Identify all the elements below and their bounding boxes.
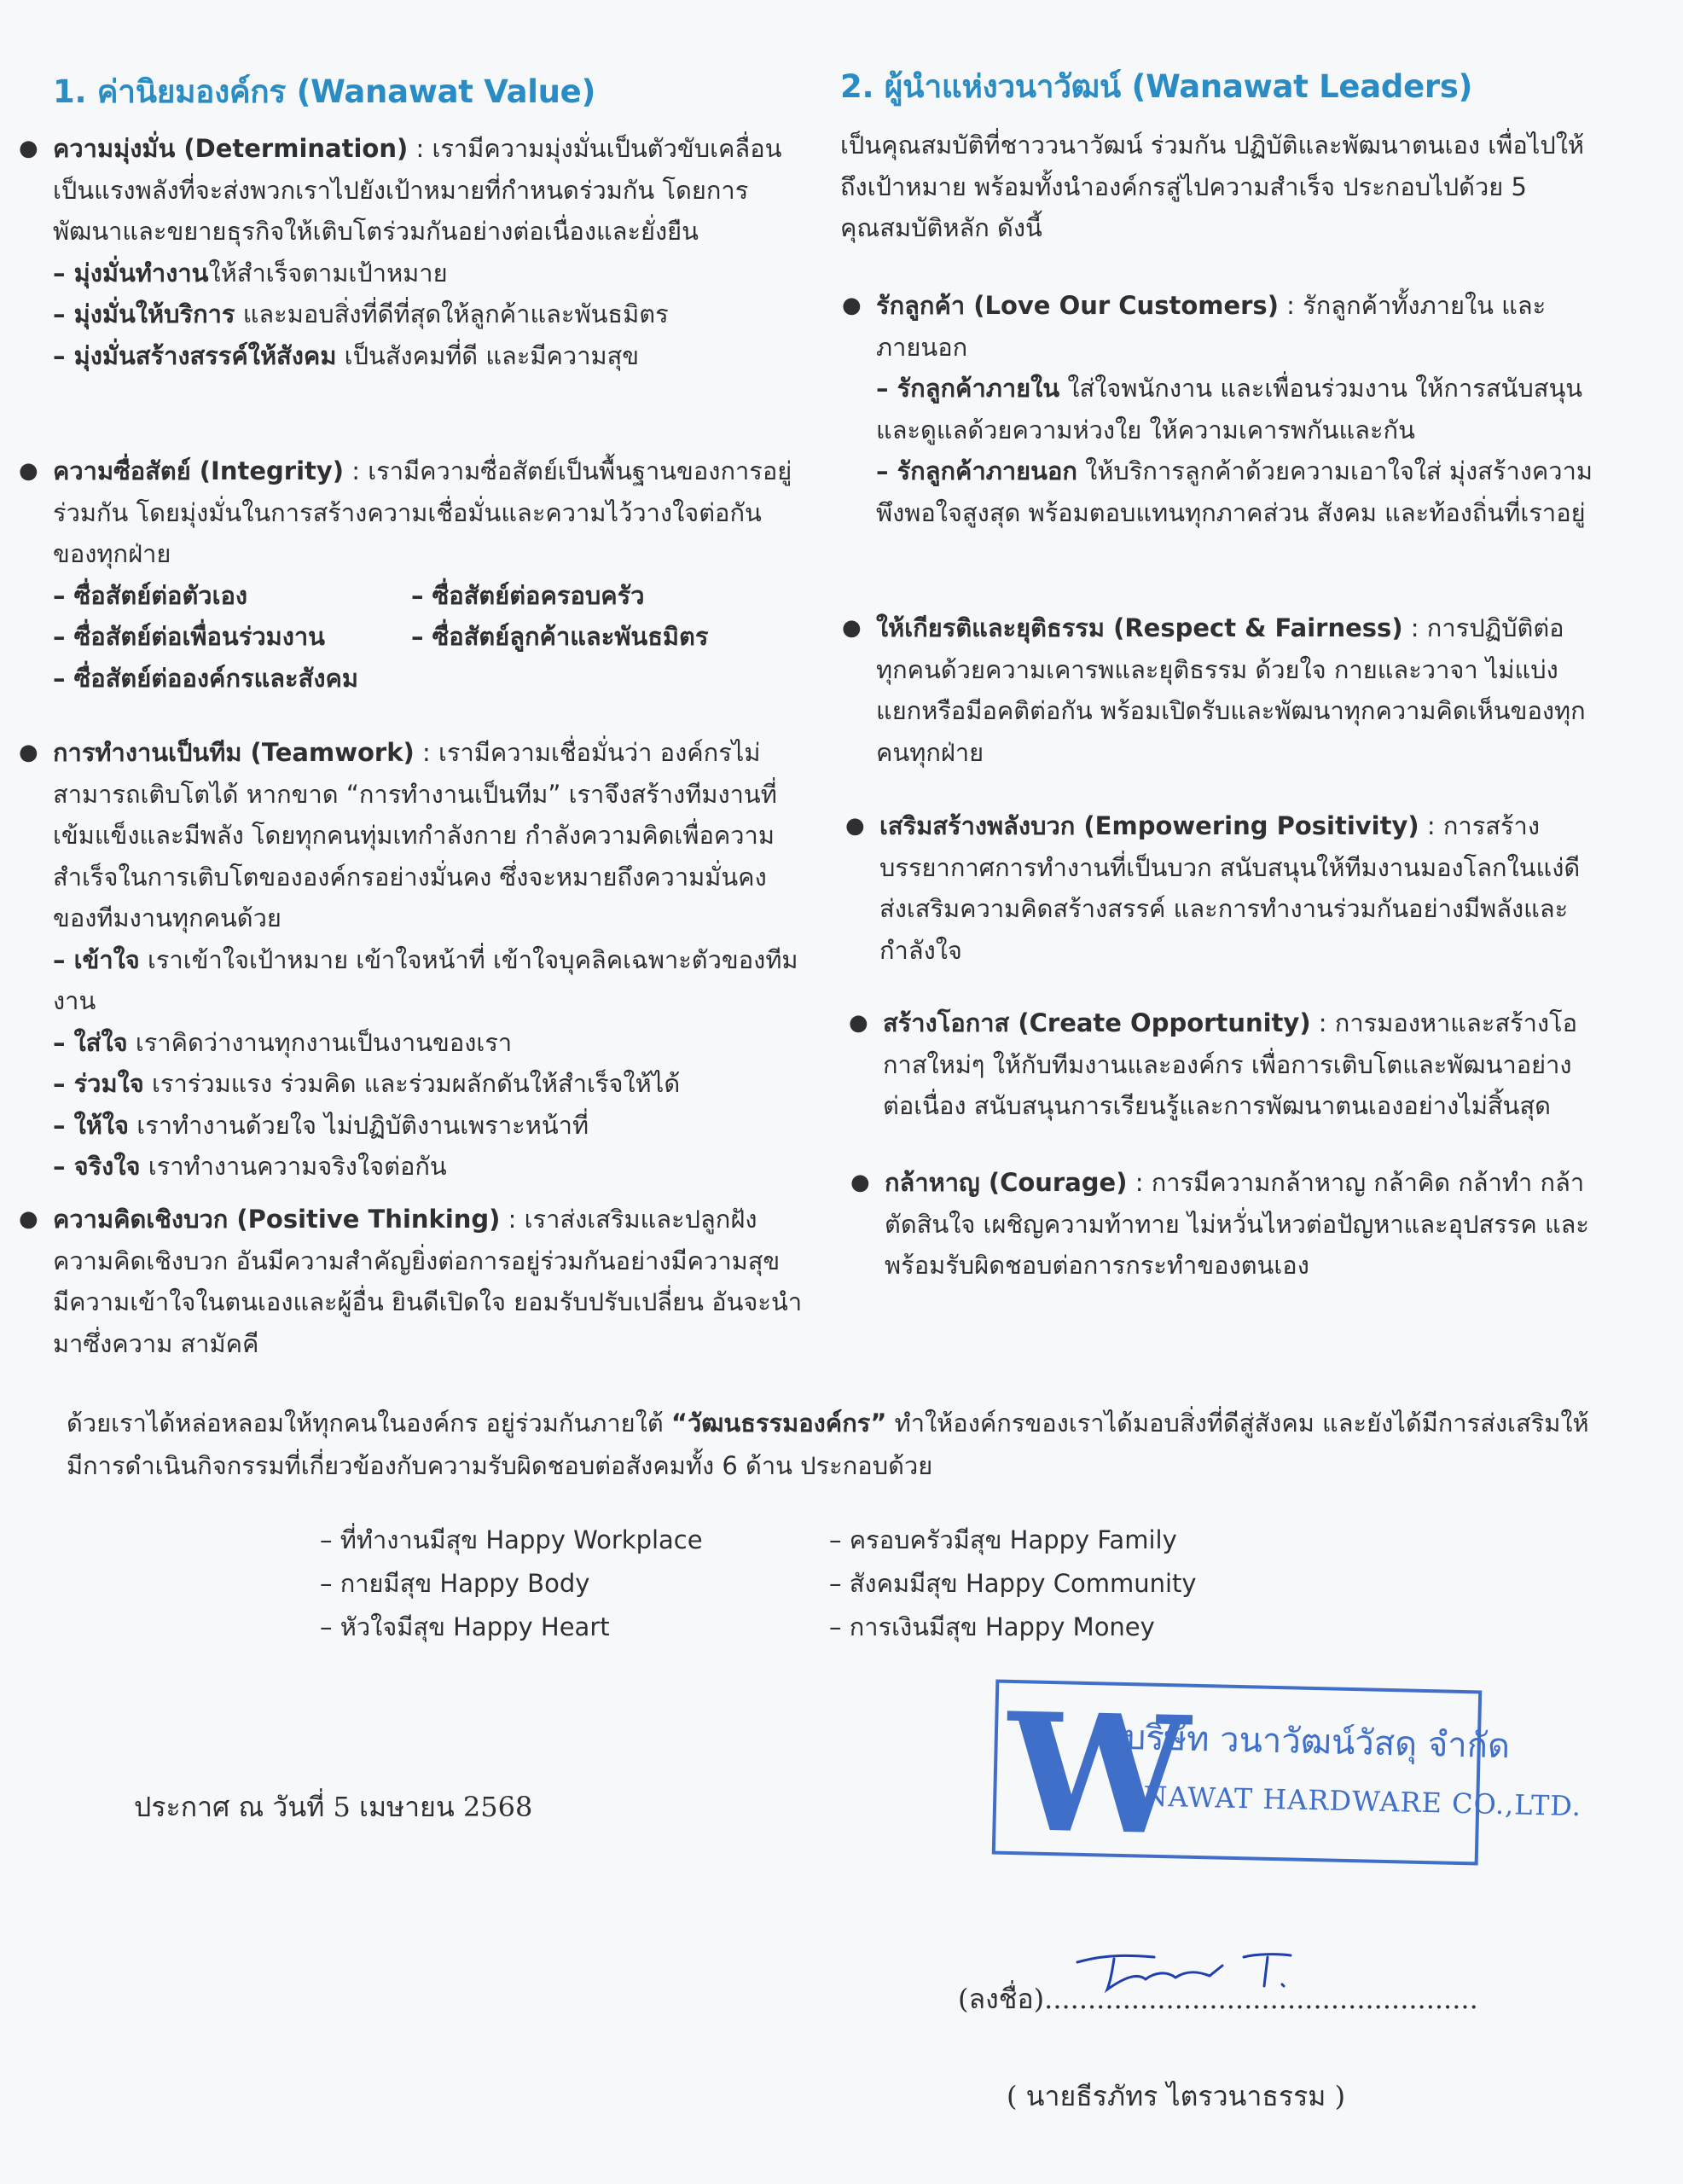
value-positive <box>19 1199 804 1364</box>
sub-item: – มุ่งมั่นทำงานให้สำเร็จตามเป้าหมาย <box>53 258 448 288</box>
value-text: : เรามีความซื่อสัตย์เป็นพื้นฐานของการอยู่ร่วมกัน โดยมุ่งมั่นในการสร้างความเชื่อมั่นและความไว้วางใจต่อกันของทุกฝ่าย <box>53 456 792 568</box>
value-title: ความซื่อสัตย์ (Integrity) <box>53 456 345 485</box>
happy-list-right <box>829 1519 1197 1649</box>
leader-opportunity <box>849 1002 1593 1127</box>
leader-text: : รักลูกค้าทั้งภายใน และภายนอก <box>876 291 1547 362</box>
happy-item: – การเงินมีสุข Happy Money <box>829 1612 1155 1641</box>
closing-paragraph: ด้วยเราได้หล่อหลอมให้ทุกคนในองค์กร อยู่ร่วมกันภายใต้ “วัฒนธรรมองค์กร” ทำให้องค์กรของเราได้มอบสิ่งที่ดีสู่สังคม และยังได้มีการส่งเสริมให้มีการดำเนินกิจกรรมที่เกี่ยวข้องกับความรับผิดชอบต่อสังคมทั้ง 6 ด้าน ประกอบด้วย <box>67 1409 1589 1480</box>
signer-name: ( นายธีรภัทร ไตรวนาธรรม ) <box>1007 2080 1346 2112</box>
value-text: : เราส่งเสริมและปลูกฝังความคิดเชิงบวก อันมีความสำคัญยิ่งต่อการอยู่ร่วมกันอย่างมีความสุข มีความเข้าใจในตนเองและผู้อื่น ยินดีเปิดใจ ยอมรับปรับเปลี่ยน อันจะนำมาซึ่งความ สามัคคี <box>53 1205 803 1358</box>
happy-item: – ครอบครัวมีสุข Happy Family <box>829 1525 1177 1554</box>
leaders-heading: 2. ผู้นำแห่งวนาวัฒน์ (Wanawat Leaders) <box>840 68 1473 105</box>
value-teamwork <box>19 732 804 1188</box>
leader-courage <box>850 1162 1593 1287</box>
value-title: การทำงานเป็นทีม (Teamwork) <box>53 738 415 767</box>
sub-item: – ร่วมใจ เราร่วมแรง ร่วมคิด และร่วมผลักดันให้สำเร็จให้ได้ <box>53 1069 681 1098</box>
leader-title: รักลูกค้า (Love Our Customers) <box>876 291 1279 320</box>
leader-title: ให้เกียรติและยุติธรรม (Respect & Fairness) <box>876 613 1403 642</box>
value-determination <box>19 128 804 376</box>
bullet-icon: ● <box>845 813 865 839</box>
happy-list-left <box>320 1519 703 1649</box>
stamp-company-en: ANAWAT HARDWARE CO.,LTD. <box>1122 1779 1582 1823</box>
sub-item: – ซื่อสัตย์ต่อเพื่อนร่วมงาน <box>53 622 325 651</box>
stamp-logo-icon <box>1004 1676 1192 1872</box>
integrity-list <box>53 575 804 700</box>
svg-text:W: W <box>1005 1676 1192 1872</box>
bullet-icon: ● <box>842 293 862 318</box>
value-text: : เรามีความเชื่อมั่นว่า องค์กรไม่สามารถเติบโตได้ หากขาด “การทำงานเป็นทีม” เราจึงสร้างทีมงานที่เข้มแข็งและมีพลัง โดยทุกคนทุ่มเทกำลังกาย กำลังความคิดเพื่อความสำเร็จในการเติบโตขององค์กรอย่างมั่นคง ซึ่งจะหมายถึงความมั่นคงของทีมงานทุกคนด้วย <box>53 738 777 932</box>
sub-item: – ให้ใจ เราทำงานด้วยใจ ไม่ปฏิบัติงานเพราะหน้าที่ <box>53 1110 589 1140</box>
sub-item: – ซื่อสัตย์ต่อองค์กรและสังคม <box>53 663 358 693</box>
bullet-icon: ● <box>842 615 862 641</box>
bullet-icon: ● <box>850 1170 870 1195</box>
leader-text: : การสร้างบรรยากาศการทำงานที่เป็นบวก สนับสนุนให้ทีมงานมองโลกในแง่ดี ส่งเสริมความคิดสร้างสรรค์ และการทำงานร่วมกันอย่างมีพลังและกำลังใจ <box>879 811 1581 965</box>
bullet-icon: ● <box>19 458 38 484</box>
company-stamp <box>992 1676 1582 1872</box>
sub-item: – มุ่งมั่นให้บริการ และมอบสิ่งที่ดีที่สุดให้ลูกค้าและพันธมิตร <box>53 299 669 328</box>
sub-item: – ซื่อสัตย์ต่อตัวเอง <box>53 580 248 610</box>
leader-title: สร้างโอกาส (Create Opportunity) <box>883 1008 1311 1037</box>
happy-item: – หัวใจมีสุข Happy Heart <box>320 1612 610 1641</box>
sub-item: – ซื่อสัตย์ต่อครอบครัว <box>411 580 645 610</box>
bullet-icon: ● <box>19 1206 38 1232</box>
leader-love <box>842 285 1593 533</box>
value-text: : เรามีความมุ่งมั่นเป็นตัวขับเคลื่อน เป็นแรงพลังที่จะส่งพวกเราไปยังเป้าหมายที่กำหนดร่วมกัน โดยการพัฒนาและขยายธุรกิจให้เติบโตร่วมกันอย่างต่อเนื่องและยั่งยืน <box>53 134 782 246</box>
leader-text: : การปฏิบัติต่อทุกคนด้วยความเคารพและยุติธรรม ด้วยใจ กายและวาจา ไม่แบ่งแยกหรือมีอคติต่อกัน พร้อมเปิดรับและพัฒนาทุกความคิดเห็นของทุกคนทุกฝ่าย <box>876 613 1586 767</box>
leaders-intro: เป็นคุณสมบัติที่ชาววนาวัฒน์ ร่วมกัน ปฏิบัติและพัฒนาตนเอง เพื่อไปให้ถึงเป้าหมาย พร้อมทั้งนำองค์กรสู่ไปความสำเร็จ ประกอบไปด้วย 5 คุณสมบัติหลัก ดังนี้ <box>840 131 1585 242</box>
values-heading: 1. ค่านิยมองค์กร (Wanawat Value) <box>53 73 596 110</box>
leader-empower <box>845 805 1593 971</box>
announcement-date: ประกาศ ณ วันที่ 5 เมษายน 2568 <box>134 1791 533 1823</box>
value-title: ความมุ่งมั่น (Determination) <box>53 134 409 163</box>
leader-respect <box>842 607 1593 773</box>
signature-line: (ลงชื่อ).................................................. <box>958 1983 1478 2015</box>
leader-text: : การมีความกล้าหาญ กล้าคิด กล้าทำ กล้าตัดสินใจ เผชิญความท้าทาย ไม่หวั่นไหวต่อปัญหาและอุปสรรค และพร้อมรับผิดชอบต่อการกระทำของตนเอง <box>885 1168 1590 1280</box>
leader-title: เสริมสร้างพลังบวก (Empowering Positivity) <box>879 811 1419 840</box>
happy-item: – ที่ทำงานมีสุข Happy Workplace <box>320 1525 703 1554</box>
value-integrity <box>19 450 804 699</box>
happy-item: – สังคมมีสุข Happy Community <box>829 1569 1197 1598</box>
sub-item: – จริงใจ เราทำงานความจริงใจต่อกัน <box>53 1152 447 1181</box>
leader-title: กล้าหาญ (Courage) <box>885 1168 1128 1197</box>
sub-item: – ใส่ใจ เราคิดว่างานทุกงานเป็นงานของเรา <box>53 1027 513 1057</box>
sub-item: – มุ่งมั่นสร้างสรรค์ให้สังคม เป็นสังคมที่ดี และมีความสุข <box>53 340 640 370</box>
culture-term: “วัฒนธรรมองค์กร” <box>670 1409 887 1438</box>
signature-icon <box>1073 1947 1295 1998</box>
bullet-icon: ● <box>19 740 38 765</box>
value-title: ความคิดเชิงบวก (Positive Thinking) <box>53 1205 501 1234</box>
sub-item: – ซื่อสัตย์ลูกค้าและพันธมิตร <box>411 622 709 651</box>
bullet-icon: ● <box>19 136 38 161</box>
stamp-company-th: บริษัท วนาวัฒน์วัสดุ จำกัด <box>1123 1717 1511 1767</box>
bullet-icon: ● <box>849 1010 868 1036</box>
sub-item: – รักลูกค้าภายนอก ให้บริการลูกค้าด้วยความเอาใจใส่ มุ่งสร้างความพึงพอใจสูงสุด พร้อมตอบแทนทุกภาคส่วน สังคม และท้องถิ่นที่เราอยู่ <box>876 456 1593 527</box>
leader-text: : การมองหาและสร้างโอกาสใหม่ๆ ให้กับทีมงานและองค์กร เพื่อการเติบโตและพัฒนาอย่างต่อเนื่อง สนับสนุนการเรียนรู้และการพัฒนาตนเองอย่างไม่สิ้นสุด <box>883 1008 1578 1120</box>
happy-item: – กายมีสุข Happy Body <box>320 1569 590 1598</box>
sub-item: – รักลูกค้าภายใน ใส่ใจพนักงาน และเพื่อนร่วมงาน ให้การสนับสนุน และดูแลด้วยความห่วงใย ให้ความเคารพกันและกัน <box>876 374 1583 444</box>
sub-item: – เข้าใจ เราเข้าใจเป้าหมาย เข้าใจหน้าที่ เข้าใจบุคลิคเฉพาะตัวของทีมงาน <box>53 944 798 1015</box>
